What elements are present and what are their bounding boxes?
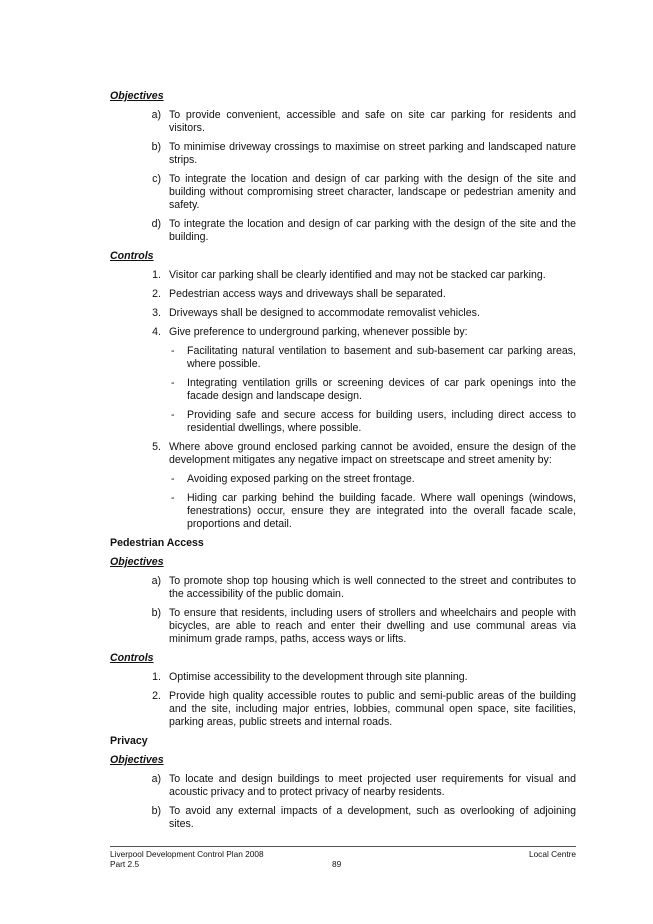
pedestrian-controls-list bbox=[110, 671, 576, 729]
list-item bbox=[110, 141, 576, 167]
list-marker: a) bbox=[151, 109, 161, 121]
footer-row bbox=[110, 849, 576, 859]
list-text: To integrate the location and design of car parking with the design of the site and the building. bbox=[169, 218, 576, 243]
pedestrian-objectives-heading: Objectives bbox=[110, 556, 164, 568]
pedestrian-access-title: Pedestrian Access bbox=[110, 537, 204, 549]
list-text: To provide convenient, accessible and safe on site car parking for residents and visitors. bbox=[169, 109, 576, 134]
pedestrian-controls-heading: Controls bbox=[110, 652, 154, 664]
footer-section-label: Local Centre bbox=[528, 849, 576, 859]
car-objectives-list bbox=[110, 109, 576, 244]
list-text: Provide high quality accessible routes to public and semi-public areas of the building and the site, including major entries, lobbies, communal open space, site facilities, parking areas, public streets and internal roads. bbox=[169, 690, 576, 728]
list-item bbox=[110, 307, 576, 320]
bullet-text: Avoiding exposed parking on the street frontage. bbox=[187, 473, 415, 485]
footer-document-title: Liverpool Development Control Plan 2008 bbox=[110, 849, 264, 859]
bullet-item bbox=[169, 492, 576, 531]
list-item bbox=[110, 607, 576, 646]
bullet-marker: - bbox=[171, 492, 175, 504]
bullet-item bbox=[169, 345, 576, 371]
bullet-marker: - bbox=[171, 409, 175, 421]
bullet-marker: - bbox=[171, 473, 175, 485]
privacy-title: Privacy bbox=[110, 735, 148, 747]
bullet-item bbox=[169, 473, 576, 486]
list-text: Optimise accessibility to the development through site planning. bbox=[169, 671, 468, 683]
bullet-text: Hiding car parking behind the building facade. Where wall openings (windows, fenestrations) occur, ensure they are integrated into the overall facade scale, proportions and detail. bbox=[187, 492, 576, 530]
bullet-item bbox=[169, 409, 576, 435]
list-marker: b) bbox=[151, 607, 161, 619]
privacy-objectives-list bbox=[110, 773, 576, 831]
list-text: To locate and design buildings to meet projected user requirements for visual and acoustic privacy and to protect privacy of nearby residents. bbox=[169, 773, 576, 798]
bullet-text: Integrating ventilation grills or screening devices of car park openings into the facade design and landscape design. bbox=[187, 377, 576, 402]
footer-part-label: Part 2.5 bbox=[110, 859, 140, 869]
list-item bbox=[110, 575, 576, 601]
list-marker: 1. bbox=[152, 269, 161, 281]
car-controls-list bbox=[110, 269, 576, 531]
bullet-marker: - bbox=[171, 345, 175, 357]
list-marker: d) bbox=[151, 218, 161, 230]
list-marker: 3. bbox=[152, 307, 161, 319]
list-text: Driveways shall be designed to accommodate removalist vehicles. bbox=[169, 307, 480, 319]
list-item bbox=[110, 269, 576, 282]
list-marker: b) bbox=[151, 805, 161, 817]
bullet-item bbox=[169, 377, 576, 403]
list-text: To promote shop top housing which is well connected to the street and contributes to the accessibility of the public domain. bbox=[169, 575, 576, 600]
car-objectives-heading: Objectives bbox=[110, 90, 164, 102]
list-text: Where above ground enclosed parking cannot be avoided, ensure the design of the development mitigates any negative impact on streetscape and street amenity by: bbox=[169, 441, 576, 466]
bullet-text: Facilitating natural ventilation to basement and sub-basement car parking areas, where possible. bbox=[187, 345, 576, 370]
list-marker: 5. bbox=[152, 441, 161, 453]
car-controls-heading: Controls bbox=[110, 250, 154, 262]
list-item bbox=[110, 671, 576, 684]
list-item bbox=[110, 805, 576, 831]
list-marker: 4. bbox=[152, 326, 161, 338]
list-marker: 1. bbox=[152, 671, 161, 683]
list-item bbox=[110, 288, 576, 301]
pedestrian-objectives-list bbox=[110, 575, 576, 646]
list-text: To ensure that residents, including users of strollers and wheelchairs and people with bicycles, are able to reach and enter their dwelling and use communal areas via minimum grade ramps, paths, access ways or lifts. bbox=[169, 607, 576, 645]
list-text: To avoid any external impacts of a development, such as overlooking of adjoining sites. bbox=[169, 805, 576, 830]
list-item bbox=[110, 109, 576, 135]
list-item bbox=[110, 326, 576, 435]
list-text: Pedestrian access ways and driveways shall be separated. bbox=[169, 288, 446, 300]
list-item bbox=[110, 441, 576, 531]
list-marker: a) bbox=[151, 773, 161, 785]
list-text: To minimise driveway crossings to maximise on street parking and landscaped nature strips. bbox=[169, 141, 576, 166]
list-marker: a) bbox=[151, 575, 161, 587]
list-item bbox=[110, 173, 576, 212]
list-text: To integrate the location and design of car parking with the design of the site and building without compromising street character, landscape or pedestrian amenity and safety. bbox=[169, 173, 576, 211]
bullet-list bbox=[169, 473, 576, 531]
list-text: Give preference to underground parking, whenever possible by: bbox=[169, 326, 468, 338]
list-item bbox=[110, 218, 576, 244]
list-body bbox=[169, 441, 576, 531]
list-item bbox=[110, 773, 576, 799]
privacy-objectives-heading: Objectives bbox=[110, 754, 164, 766]
page-number: 89 bbox=[332, 859, 342, 869]
bullet-list bbox=[169, 345, 576, 435]
bullet-marker: - bbox=[171, 377, 175, 389]
bullet-text: Providing safe and secure access for building users, including direct access to residential dwellings, where possible. bbox=[187, 409, 576, 434]
list-marker: 2. bbox=[152, 690, 161, 702]
page-content bbox=[110, 90, 576, 837]
list-text: Visitor car parking shall be clearly identified and may not be stacked car parking. bbox=[169, 269, 546, 281]
list-marker: 2. bbox=[152, 288, 161, 300]
list-item bbox=[110, 690, 576, 729]
list-marker: b) bbox=[151, 141, 161, 153]
page-footer bbox=[110, 846, 576, 869]
list-marker: c) bbox=[152, 173, 161, 185]
list-body bbox=[169, 326, 576, 435]
